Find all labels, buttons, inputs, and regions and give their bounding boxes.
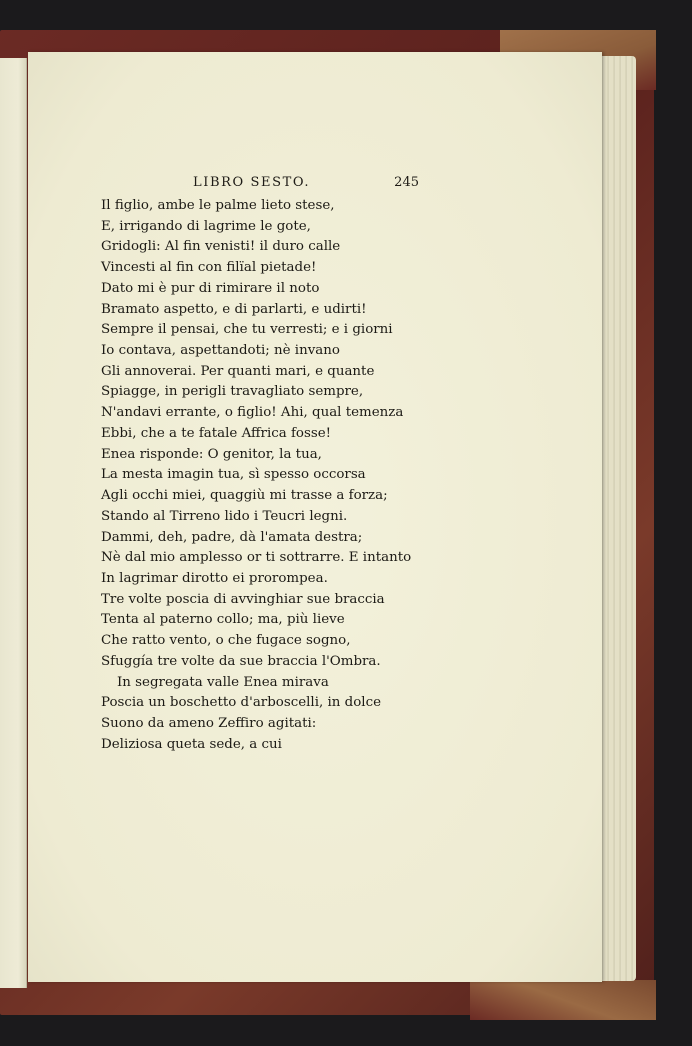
verse-line: La mesta imagin tua, sì spesso occorsa bbox=[101, 467, 366, 483]
verse-line: Nè dal mio amplesso or ti sottrarre. E intanto bbox=[101, 550, 412, 566]
verse-line: Vincesti al fin con filïal pietade! bbox=[101, 260, 317, 276]
verse-line: E, irrigando di lagrime le gote, bbox=[101, 218, 311, 234]
verse-line: Enea risponde: O genitor, la tua, bbox=[101, 446, 322, 462]
verse-line: Spiagge, in perigli travagliato sempre, bbox=[101, 384, 364, 400]
verse-line: Poscia un boschetto d'arboscelli, in dolce bbox=[101, 695, 381, 711]
verse-text bbox=[101, 196, 441, 755]
verse-line: Sempre il pensai, che tu verresti; e i giorni bbox=[101, 322, 393, 338]
cover-corner-bottom bbox=[470, 980, 656, 1020]
verse-line: In segregata valle Enea mirava bbox=[117, 674, 329, 690]
verse-line: Gli annoverai. Per quanti mari, e quante bbox=[101, 363, 375, 379]
verse-line: Ebbi, che a te fatale Affrica fosse! bbox=[101, 425, 332, 441]
verse-line: Gridogli: Al fin venisti! il duro calle bbox=[101, 239, 341, 255]
verse-line: N'andavi errante, o figlio! Ahi, qual temenza bbox=[101, 405, 404, 421]
facing-page-edge bbox=[0, 58, 27, 988]
verse-line: Suono da ameno Zeffiro agitati: bbox=[101, 715, 317, 731]
verse-line: Dato mi è pur di rimirare il noto bbox=[101, 280, 320, 296]
verse-line: Il figlio, ambe le palme lieto stese, bbox=[101, 198, 335, 213]
page-header bbox=[193, 175, 419, 195]
verse-line: Agli occhi miei, quaggiù mi trasse a forza; bbox=[101, 488, 388, 504]
verse-line: Sfuggía tre volte da sue braccia l'Ombra. bbox=[101, 653, 381, 669]
running-head: LIBRO SESTO. bbox=[193, 175, 311, 190]
verse-line: Tenta al paterno collo; ma, più lieve bbox=[101, 612, 345, 628]
page-stack-edge bbox=[598, 56, 636, 981]
verse-line: In lagrimar dirotto ei prorompea. bbox=[101, 570, 328, 586]
verse-line: Che ratto vento, o che fugace sogno, bbox=[101, 633, 351, 649]
verse-line: Dammi, deh, padre, dà l'amata destra; bbox=[101, 529, 363, 545]
verse-line: Io contava, aspettandoti; nè invano bbox=[101, 343, 340, 359]
page-number: 245 bbox=[394, 175, 419, 190]
verse-line: Stando al Tirreno lido i Teucri legni. bbox=[101, 508, 348, 524]
verse-line: Deliziosa queta sede, a cui bbox=[101, 736, 282, 752]
verse-line: Bramato aspetto, e di parlarti, e udirti! bbox=[101, 301, 367, 317]
verse-line: Tre volte poscia di avvinghiar sue braccia bbox=[101, 591, 385, 607]
